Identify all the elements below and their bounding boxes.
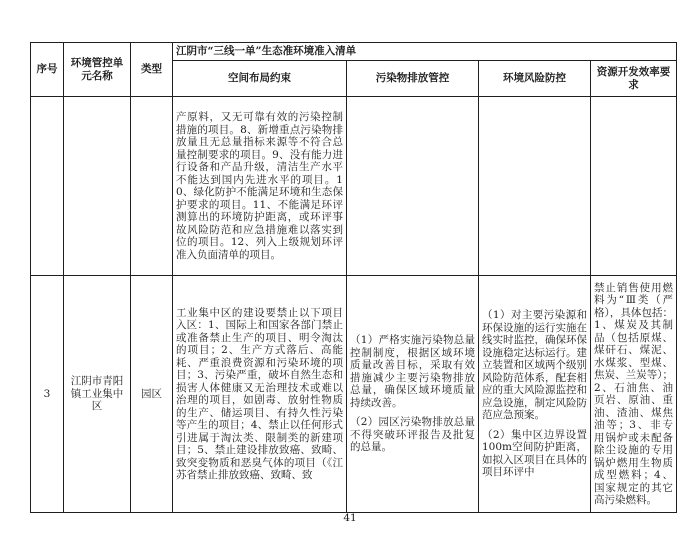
cell-serial-empty xyxy=(31,97,64,276)
cell-pollutant-empty xyxy=(347,97,479,276)
cell-serial-3: 3 xyxy=(31,276,64,513)
cell-spatial-continuation: 产原料，又无可靠有效的污染控制措施的项目。8、新增重点污染物排放量且无总量指标来源等不符合总量控制要求的项目。9、没有能力进行设备和产品升级，清洁生产水平不能达到国内先进水平的项目。10、绿化防护不能满足环境和生态保护要求的项目。11、不能满足环评测算出的环境防护距离，或环评事故风险防范和应急措施难以落实到位的项目。12、列入上级规划环评准入负面清单的项目。 xyxy=(173,97,347,276)
cell-pollutant-control xyxy=(347,276,479,513)
header-unit-name: 环境管控单元名称 xyxy=(64,43,131,97)
cell-spatial-constraints: 工业集中区的建设要禁止以下项目入区：1、国际上和国家各部门禁止或准备禁止生产的项目、明令淘汰的项目；2、生产方式落后、高能耗、严重浪费资源和污染环境的项目；3、污染严重，破坏自然生态和损害人体健康又无治理技术或难以治理的项目，如剧毒、放射性物质的生产、储运项目、有持久性污染等产生的项目；4、禁止以任何形式引进属于淘汰类、限制类的新建项目；5、禁止建设排放致癌、致畸、致突变物质和恶臭气体的项目（《江苏省禁止排放致癌、致畸、致 xyxy=(173,276,347,513)
cell-resource-empty xyxy=(591,97,677,276)
cell-risk-empty xyxy=(479,97,591,276)
risk-paragraph-2: （2）集中区边界设置100m空间防护距离，如拟入区项目在具体的项目环评中 xyxy=(482,428,587,479)
table-row-continuation xyxy=(31,97,677,276)
cell-risk-prevention xyxy=(479,276,591,513)
header-resource-efficiency: 资源开发效率要求 xyxy=(591,61,677,97)
header-serial: 序号 xyxy=(31,43,64,97)
header-pollutant-control: 污染物排放管控 xyxy=(347,61,479,97)
pollutant-paragraph-1: （1）严格实施污染物总量控制制度，根据区域环境质量改善目标，采取有效措施减少主要污染物排放总量，确保区域环境质量持续改善。 xyxy=(350,334,475,409)
access-list-table xyxy=(30,42,677,513)
risk-paragraph-1: （1）对主要污染源和环保设施的运行实施在线实时监控，确保环保设施稳定达标运行。建立装置和区域两个级别风险防范体系，配套相应的重大风险源监控和应急设施，制定风险防范应急预案。 xyxy=(482,309,587,422)
table-title: 江阴市“三线一单”生态准环境准入清单 xyxy=(173,43,677,61)
cell-unit-empty xyxy=(64,97,131,276)
header-risk-prevention: 环境风险防控 xyxy=(479,61,591,97)
header-type: 类型 xyxy=(131,43,173,97)
cell-unit-name: 江阴市青阳镇工业集中区 xyxy=(64,276,131,513)
table-row-3 xyxy=(31,276,677,513)
table-header-row-1 xyxy=(31,43,677,61)
cell-resource-efficiency: 禁止销售使用燃料为“Ⅲ类（严格），具体包括：1、煤炭及其制品（包括原煤、煤矸石、煤泥、水煤浆、型煤、焦炭、兰炭等）；2、石油焦、油页岩、原油、重油、渣油、煤焦油等；3、非专用锅炉或未配备除尘设施的专用锅炉燃用生物质成型燃料；4、国家规定的其它高污染燃料。 xyxy=(591,276,677,513)
pollutant-paragraph-2: （2）园区污染物排放总量不得突破环评报告及批复的总量。 xyxy=(350,416,475,454)
cell-type: 园区 xyxy=(131,276,173,513)
page-number: 41 xyxy=(343,512,357,524)
cell-type-empty xyxy=(131,97,173,276)
header-spatial-constraints: 空间布局约束 xyxy=(173,61,347,97)
